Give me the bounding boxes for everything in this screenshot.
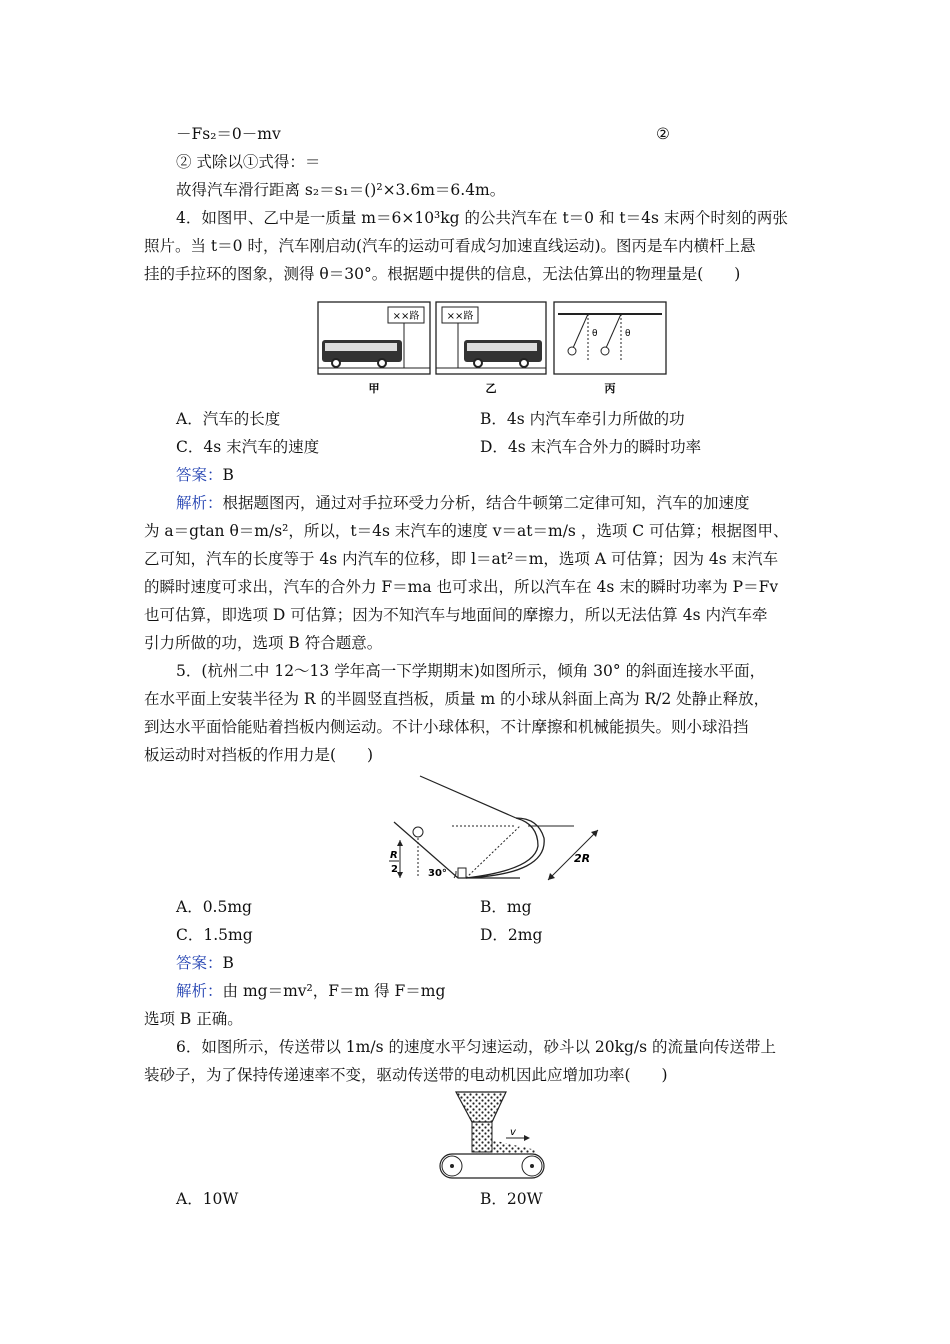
question-6-line: 装砂子，为了保持传递速率不变，驱动传送带的电动机因此应增加功率( ): [144, 1066, 668, 1084]
analysis-text: 由 mg＝mv²，F＝m 得 F＝mg: [222, 982, 446, 1000]
answer-label: 答案：: [176, 954, 223, 972]
equation-number: ②: [656, 125, 670, 143]
question-5-line: 在水平面上安装半径为 R 的半圆竖直挡板，质量 m 的小球从斜面上高为 R/2 处静止释放，: [144, 690, 770, 708]
answer-value: B: [222, 954, 234, 972]
option-b: B．mg: [480, 898, 532, 916]
analysis-label: 解析：: [176, 982, 223, 1000]
analysis-line: [176, 493, 750, 513]
option-a: A．0.5mg: [176, 898, 252, 916]
caption-bing: 丙: [604, 382, 616, 395]
bus-icon: [322, 340, 402, 367]
analysis-line: 为 a＝gtan θ＝m/s²，所以，t＝4s 末汽车的速度 v＝at＝m/s ，选项 C 可估算；根据图甲、: [144, 522, 789, 540]
road-sign-text: ××路: [392, 311, 420, 322]
option-b: B．4s 内汽车牵引力所做的功: [480, 410, 685, 428]
question-5-line: 5．(杭州二中 12～13 学年高一下学期期末)如图所示，倾角 30° 的斜面连接水平面，: [176, 662, 766, 680]
angle-label: 30°: [428, 868, 447, 879]
text-line: ② 式除以①式得：＝: [176, 153, 321, 171]
bus-icon: [464, 340, 542, 367]
option-c: C．1.5mg: [176, 926, 253, 944]
velocity-label: v: [510, 1127, 516, 1138]
answer-value: B: [222, 466, 234, 484]
analysis-label: 解析：: [176, 494, 223, 512]
conveyor-figure: [436, 1090, 548, 1180]
option-a: A．汽车的长度: [176, 410, 281, 428]
analysis-line: [176, 981, 445, 1001]
question-4-line: 挂的手拉环的图象，测得 θ＝30°。根据题中提供的信息，无法估算出的物理量是( ): [144, 265, 741, 283]
text-line: 故得汽车滑行距离 s₂＝s₁＝()²×3.6m＝6.4m。: [176, 181, 506, 199]
theta-label: θ: [592, 329, 598, 339]
analysis-text: 根据题图丙，通过对手拉环受力分析，结合牛顿第二定律可知，汽车的加速度: [222, 494, 750, 512]
option-a: A．10W: [176, 1190, 239, 1208]
answer-line: [176, 465, 234, 485]
bus-figure: [316, 300, 670, 398]
height-numerator: R: [390, 850, 398, 861]
analysis-line: 也可估算，即选项 D 可估算；因为不知汽车与地面间的摩擦力，所以无法估算 4s 内汽车牵: [144, 606, 768, 624]
option-b: B．20W: [480, 1190, 543, 1208]
answer-line: [176, 953, 234, 973]
option-d: D．4s 末汽车合外力的瞬时功率: [480, 438, 702, 456]
question-4-line: 4．如图甲、乙中是一质量 m＝6×10³kg 的公共汽车在 t＝0 和 t＝4s 末两个时刻的两张: [176, 209, 788, 227]
analysis-line: 引力所做的功，选项 B 符合题意。: [144, 634, 383, 652]
caption-jia: 甲: [368, 382, 380, 395]
analysis-line: 的瞬时速度可求出，汽车的合外力 F＝ma 也可求出，所以汽车在 4s 末的瞬时功率为 P＝Fv: [144, 578, 779, 596]
question-4-line: 照片。当 t＝0 时，汽车刚启动(汽车的运动可看成匀加速直线运动)。图丙是车内横杆上悬: [144, 237, 756, 255]
height-denominator: 2: [391, 864, 398, 875]
analysis-line: 乙可知，汽车的长度等于 4s 内汽车的位移，即 l＝at²＝m，选项 A 可估算；因为 4s 末汽车: [144, 550, 779, 568]
option-c: C．4s 末汽车的速度: [176, 438, 320, 456]
answer-label: 答案：: [176, 466, 223, 484]
diameter-label: 2R: [574, 852, 591, 865]
analysis-line: 选项 B 正确。: [144, 1010, 243, 1028]
equation-line: －Fs₂＝0－mv: [176, 125, 281, 143]
semicircle-figure: [388, 772, 604, 888]
road-sign-text: ××路: [446, 311, 474, 322]
theta-label: θ: [625, 329, 631, 339]
question-5-line: 到达水平面恰能贴着挡板内侧运动。不计小球体积，不计摩擦和机械能损失。则小球沿挡: [144, 718, 749, 736]
caption-yi: 乙: [485, 382, 497, 395]
question-6-line: 6．如图所示，传送带以 1m/s 的速度水平匀速运动，砂斗以 20kg/s 的流量向传送带上: [176, 1038, 777, 1056]
question-5-line: 板运动时对挡板的作用力是( ): [144, 746, 374, 764]
option-d: D．2mg: [480, 926, 543, 944]
